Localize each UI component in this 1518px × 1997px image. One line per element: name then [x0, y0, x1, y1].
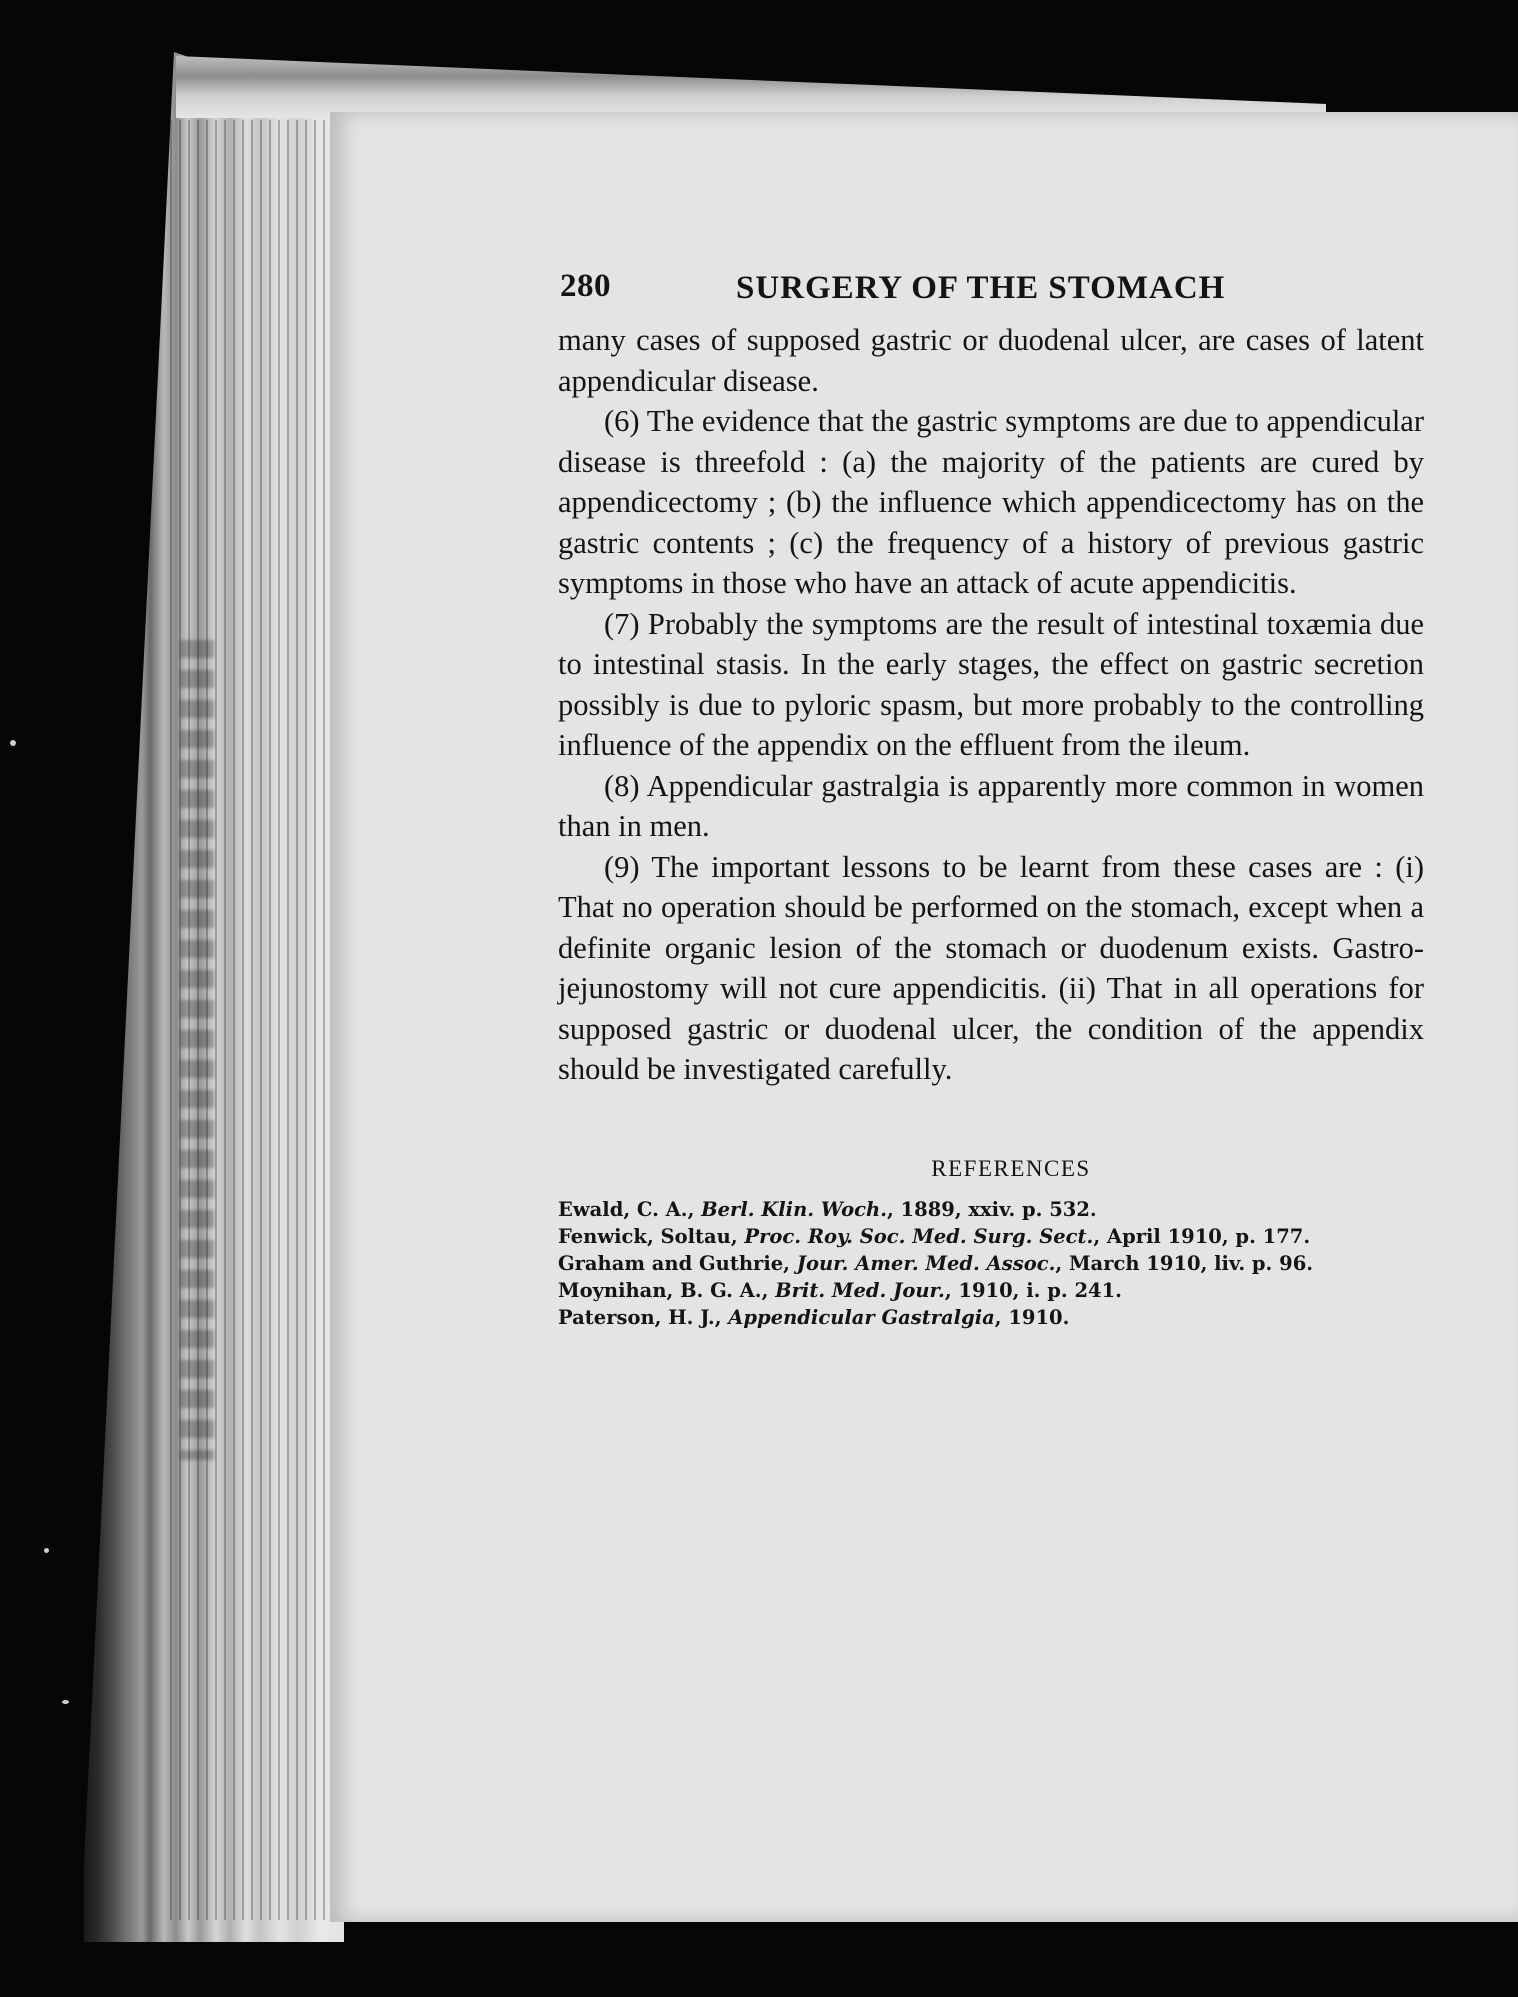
- reference-item: Ewald, C. A., Berl. Klin. Woch., 1889, xxiv. p. 532.: [558, 1197, 1097, 1221]
- reference-item: Fenwick, Soltau, Proc. Roy. Soc. Med. Surg. Sect., April 1910, p. 177.: [558, 1224, 1311, 1248]
- spine-library-stamp: [180, 640, 214, 1460]
- reference-item: Graham and Guthrie, Jour. Amer. Med. Assoc., March 1910, liv. p. 96.: [558, 1251, 1314, 1275]
- page-content: [558, 260, 1424, 1331]
- reference-item: Paterson, H. J., Appendicular Gastralgia, 1910.: [558, 1305, 1070, 1329]
- page-number: 280: [560, 268, 611, 304]
- paragraph-9: (9) The important lessons to be learnt from these cases are : (i) That no operation should be performed on the stomach, except when a definite organic lesion of the stomach or duodenum exists. Gastro-jejunostomy will not cure appendicitis. (ii) That in all operations for supposed gastric or duodenal ulcer, the condition of the appendix should be investigated carefully.: [558, 849, 1424, 1086]
- running-title: SURGERY OF THE STOMACH: [736, 270, 1226, 306]
- book-top-edge: [176, 56, 1326, 118]
- running-header: [558, 260, 1424, 308]
- references-heading: REFERENCES: [931, 1155, 1091, 1181]
- paragraph-8: (8) Appendicular gastralgia is apparently more common in women than in men.: [558, 768, 1424, 843]
- dust-speck: [10, 740, 16, 746]
- paragraph-continuation: many cases of supposed gastric or duodenal ulcer, are cases of latent appendicular disease.: [558, 323, 1424, 398]
- paragraph-7: (7) Probably the symptoms are the result of intestinal toxæmia due to intestinal stasis. In the early stages, the effect on gastric secretion possibly is due to pyloric spasm, but more probably to the controlling influence of the appendix on the effluent from the ileum.: [558, 606, 1424, 762]
- reference-item: Moynihan, B. G. A., Brit. Med. Jour., 1910, i. p. 241.: [558, 1278, 1122, 1302]
- dust-speck: [62, 1700, 69, 1704]
- body-text: [558, 320, 1424, 1090]
- paragraph-6: (6) The evidence that the gastric symptoms are due to appendicular disease is threefold : (a) the majority of the patients are cured by appendicectomy ; (b) the influence which appendicectomy has on the gastric contents ; (c) the frequency of a history of previous gastric symptoms in those who have an attack of acute appendicitis.: [558, 404, 1424, 600]
- dust-speck: [44, 1548, 49, 1553]
- references-list: [558, 1196, 1424, 1331]
